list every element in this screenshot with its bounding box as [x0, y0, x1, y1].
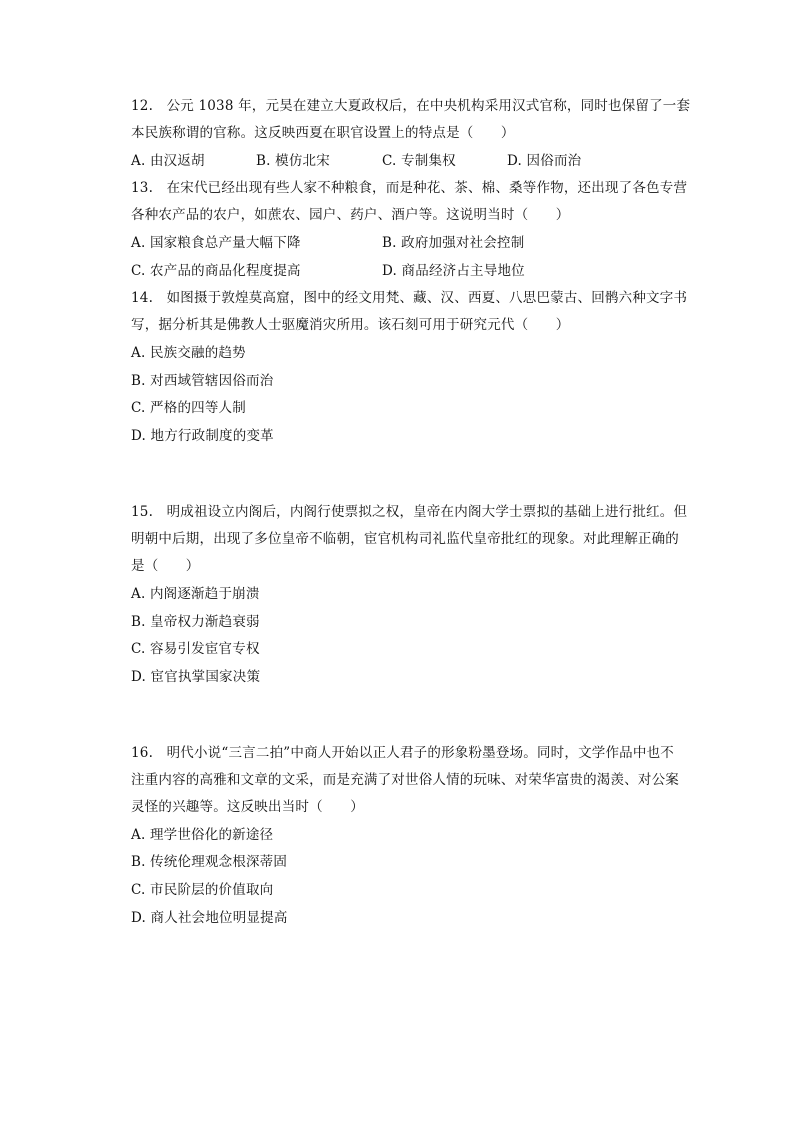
option-text: 模仿北宋 [275, 153, 330, 169]
option-text: 国家粮食总产量大幅下降 [149, 235, 301, 251]
option-letter: D. [131, 910, 147, 926]
option-letter: A. [131, 345, 146, 361]
question-stem-line: 是（ ） [131, 558, 200, 574]
option-d[interactable] [131, 668, 260, 686]
option-c[interactable] [131, 881, 273, 899]
option-text: 内阁逐渐趋于崩溃 [149, 586, 260, 602]
option-text: 理学世俗化的新途径 [149, 827, 274, 843]
option-text: 传统伦理观念根深蒂固 [150, 854, 288, 870]
option-letter: C. [131, 263, 146, 279]
option-letter: B. [256, 153, 271, 169]
option-a[interactable] [131, 152, 205, 170]
option-text: 皇帝权力渐趋衰弱 [150, 614, 260, 630]
option-text: 地方行政制度的变革 [150, 428, 274, 444]
option-c[interactable] [382, 152, 456, 170]
question-text: 明成祖设立内阁后，内阁行使票拟之权，皇帝在内阁大学士票拟的基础上进行批红。但 [166, 504, 688, 520]
option-d[interactable] [382, 262, 525, 280]
question-stem-line [131, 97, 690, 115]
option-a[interactable] [131, 344, 246, 362]
option-letter: C. [131, 400, 146, 416]
question-number: 15. [131, 504, 154, 520]
option-text: 商品经济占主导地位 [401, 263, 525, 279]
option-d[interactable] [131, 909, 288, 927]
option-letter: D. [507, 153, 523, 169]
option-letter: D. [382, 263, 398, 279]
question-stem-line [131, 503, 687, 521]
question-stem-line [131, 289, 687, 307]
option-c[interactable] [131, 399, 246, 417]
option-c[interactable] [131, 262, 301, 280]
question-text: 如图摄于敦煌莫高窟，图中的经文用梵、藏、汉、西夏、八思巴蒙古、回鹘六种文字书 [166, 290, 688, 306]
question-stem-line [131, 179, 687, 197]
option-text: 宦官执掌国家决策 [150, 669, 261, 685]
option-letter: C. [382, 153, 397, 169]
option-text: 严格的四等人制 [150, 400, 246, 416]
question-text: 在宋代已经出现有些人家不种粮食，而是种花、茶、棉、桑等作物，还出现了各色专营 [166, 180, 688, 196]
option-text: 对西域管辖因俗而治 [150, 373, 274, 389]
option-letter: D. [131, 428, 147, 444]
option-text: 商人社会地位明显提高 [150, 910, 288, 926]
option-text: 专制集权 [401, 153, 456, 169]
option-letter: A. [131, 827, 146, 843]
option-text: 市民阶层的价值取向 [150, 882, 274, 898]
option-letter: C. [131, 882, 146, 898]
question-stem-line: 明朝中后期，出现了多位皇帝不临朝，宦官机构司礼监代皇帝批红的现象。对此理解正确的 [131, 531, 679, 547]
question-stem-line: 注重内容的高雅和文章的文采，而是充满了对世俗人情的玩味、对荣华富贵的渴羡、对公案 [131, 772, 679, 788]
option-text: 容易引发宦官专权 [150, 641, 260, 657]
option-b[interactable] [382, 234, 524, 252]
option-letter: B. [131, 373, 146, 389]
question-text: 公元 1038 年，元昊在建立大夏政权后，在中央机构采用汉式官称，同时也保留了一套 [166, 98, 691, 114]
question-stem-line [131, 744, 674, 762]
question-stem-line: 本民族称谓的官称。这反映西夏在职官设置上的特点是（ ） [131, 125, 515, 141]
option-letter: D. [131, 669, 147, 685]
question-number: 14. [131, 290, 154, 306]
question-number: 16. [131, 745, 154, 761]
question-stem-line: 各种农产品的农户，如蔗农、园户、药户、酒户等。这说明当时（ ） [131, 207, 570, 223]
option-b[interactable] [131, 613, 260, 631]
option-b[interactable] [256, 152, 330, 170]
option-text: 民族交融的趋势 [149, 345, 246, 361]
option-letter: B. [131, 854, 146, 870]
option-d[interactable] [131, 427, 274, 445]
option-letter: C. [131, 641, 146, 657]
option-letter: B. [382, 235, 397, 251]
question-text: 明代小说“三言二拍”中商人开始以正人君子的形象粉墨登场。同时，文学作品中也不 [166, 745, 674, 761]
option-c[interactable] [131, 640, 260, 658]
question-number: 13. [131, 180, 154, 196]
question-stem-line: 灵怪的兴趣等。这反映出当时（ ） [131, 799, 364, 815]
option-a[interactable] [131, 234, 301, 252]
option-letter: A. [131, 153, 146, 169]
option-a[interactable] [131, 585, 260, 603]
option-letter: B. [131, 614, 146, 630]
option-letter: A. [131, 586, 146, 602]
option-a[interactable] [131, 826, 273, 844]
option-d[interactable] [507, 152, 581, 170]
option-text: 政府加强对社会控制 [401, 235, 525, 251]
option-b[interactable] [131, 853, 287, 871]
option-text: 因俗而治 [526, 153, 582, 169]
option-b[interactable] [131, 372, 273, 390]
option-text: 农产品的商品化程度提高 [150, 263, 301, 279]
question-number: 12. [131, 98, 154, 114]
question-stem-line: 写，据分析其是佛教人士驱魔消灾所用。该石刻可用于研究元代（ ） [131, 317, 570, 333]
option-letter: A. [131, 235, 146, 251]
option-text: 由汉返胡 [149, 153, 205, 169]
